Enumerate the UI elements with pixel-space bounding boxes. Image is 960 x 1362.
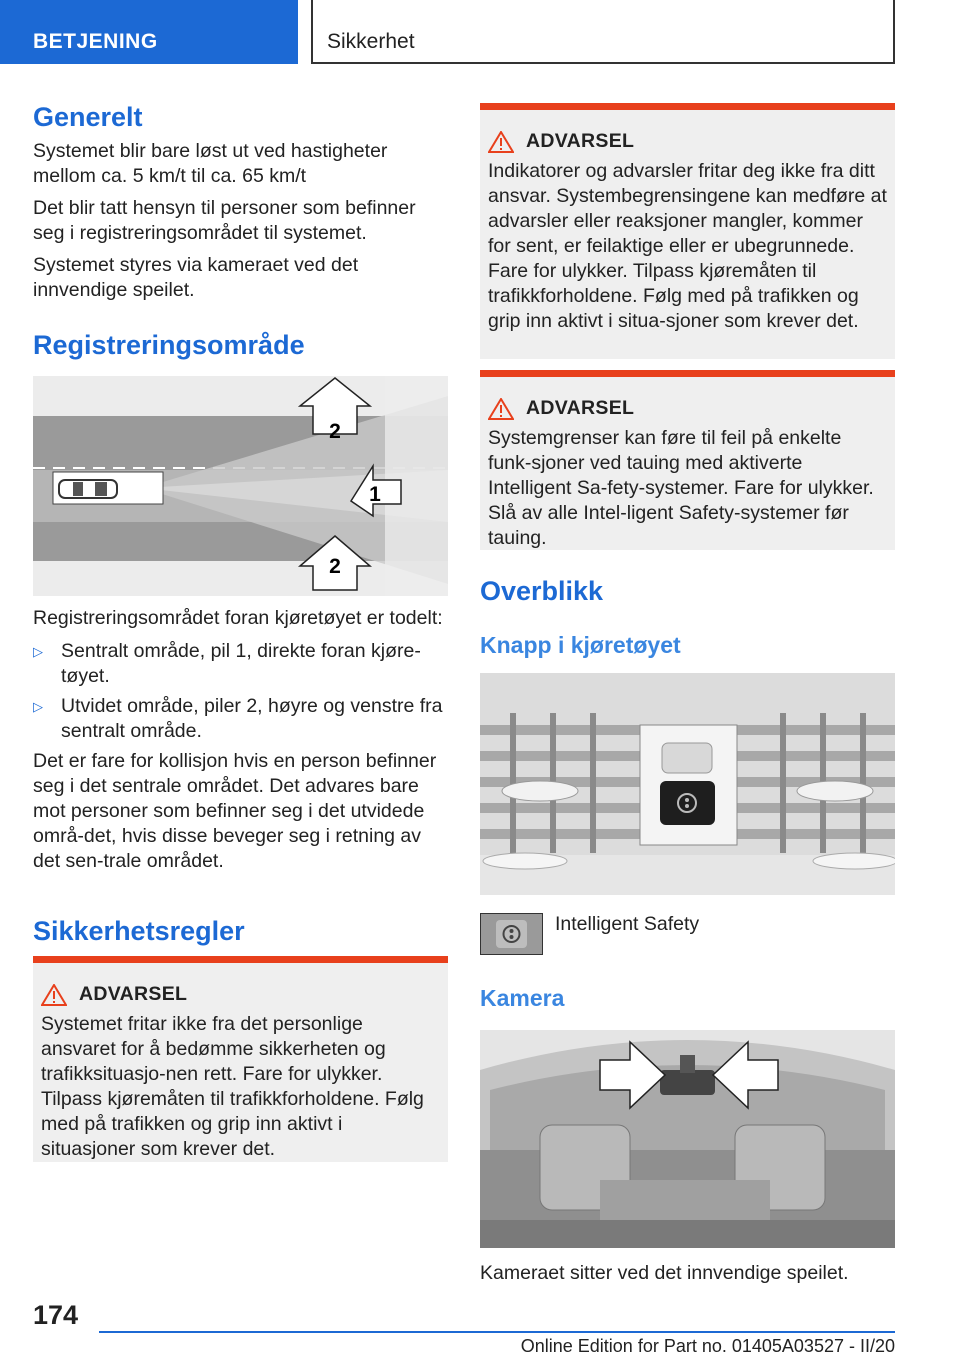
- warning-box-1: [480, 103, 895, 359]
- detection-heading-wrap: [33, 330, 449, 361]
- page-number: 174: [33, 1300, 79, 1330]
- camera-caption: Kameraet sitter ved det innvendige speilet.: [480, 1262, 849, 1284]
- bullet-triangle-icon: ▷: [33, 644, 43, 659]
- general-paragraph-3: Systemet styres via kameraet ved det innvendige speilet.: [33, 254, 359, 301]
- warning-triangle-icon: [488, 398, 514, 420]
- safety-warning-box: [33, 956, 448, 1162]
- camera-heading-wrap: [480, 985, 896, 1012]
- general-heading: Generelt: [33, 102, 143, 132]
- safety-warning-text: Systemet fritar ikke fra det personlige ansvaret for å bedømme sikkerheten og trafikksituasjo-nen rett. Fare for ulykker. Tilpass kjøremåten til trafikkforholdene. Følg med på trafikken og grip inn aktivt i situasjoner som krever det.: [41, 1013, 424, 1160]
- header-topic-label: Sikkerhet: [327, 30, 415, 53]
- general-paragraph-1: Systemet blir bare løst ut ved hastigheter mellom ca. 5 km/t til ca. 65 km/t: [33, 140, 388, 187]
- detection-intro: Registreringsområdet foran kjøretøyet er todelt:: [33, 607, 443, 629]
- intelligent-safety-label: Intelligent Safety: [555, 913, 700, 935]
- warning-triangle-icon: [41, 984, 67, 1006]
- warning-1-title: ADVARSEL: [526, 130, 635, 152]
- vehicle-button-photo: [480, 673, 895, 895]
- header-section-label: BETJENING: [33, 30, 158, 53]
- overview-heading-wrap: [480, 576, 896, 607]
- warning-2-title: ADVARSEL: [526, 397, 635, 419]
- header-section-tab: [0, 0, 298, 64]
- general-paragraph-2: Det blir tatt hensyn til personer som befinner seg i registreringsområdet til systemet.: [33, 197, 416, 244]
- arrow-label-2-bottom: 2: [329, 555, 341, 578]
- detection-heading: Registreringsområde: [33, 330, 305, 360]
- detection-paragraph: Det er fare for kollisjon hvis en person befinner seg i det sentrale området. Det advares bare mot personer som befinner seg i det utvidede områ-det, hvis disse beveger seg i retning av det sen-trale området.: [33, 750, 437, 872]
- arrow-label-1: 1: [369, 483, 381, 506]
- camera-caption-wrap: [480, 1261, 896, 1286]
- detection-text: [33, 606, 449, 874]
- car-icon: [53, 472, 163, 504]
- warning-triangle-icon: [488, 131, 514, 153]
- overview-heading: Overblikk: [480, 576, 604, 606]
- header-topic-box: [311, 0, 895, 64]
- camera-photo: [480, 1030, 895, 1248]
- arrow-label-2-top: 2: [329, 420, 341, 443]
- button-heading-wrap: [480, 632, 896, 659]
- safety-heading: Sikkerhetsregler: [33, 916, 245, 946]
- intelligent-safety-symbol: [480, 913, 543, 955]
- list-item: [33, 639, 449, 689]
- warning-box-2: [480, 370, 895, 550]
- button-heading: Knapp i kjøretøyet: [480, 632, 681, 658]
- list-item: [33, 694, 449, 744]
- safety-warning-title: ADVARSEL: [79, 983, 188, 1005]
- safety-heading-wrap: [33, 916, 449, 947]
- warning-1-text: Indikatorer og advarsler fritar deg ikke fra ditt ansvar. Systembegrensingene kan medføre at advarsler eller reaksjoner mangler, kommer for sent, er feilaktige eller er ubegrunnede. Fare for ulykker. Tilpass kjøremåten til trafikkforholdene. Følg med på trafikken og grip inn aktivt i situa-sjoner som krever det.: [488, 160, 887, 332]
- camera-heading: Kamera: [480, 985, 565, 1011]
- warning-2-text: Systemgrenser kan føre til feil på enkelte funk-sjoner ved tauing med aktiverte Intelligent Sa-fety-systemer. Fare for ulykker. Slå av alle Intel-ligent Safety-systemer før tauing.: [488, 427, 874, 549]
- detection-bullet-1: Sentralt område, pil 1, direkte foran kjøre-tøyet.: [61, 640, 421, 687]
- footer-edition: Online Edition for Part no. 01405A03527 - II/20: [520, 1336, 895, 1356]
- footer-rule: [99, 1331, 895, 1333]
- intelligent-safety-icon: [481, 914, 542, 954]
- detection-bullet-2: Utvidet område, piler 2, høyre og venstre fra sentralt område.: [61, 695, 443, 742]
- bullet-triangle-icon: ▷: [33, 699, 43, 714]
- detection-area-figure: [33, 376, 448, 596]
- general-section: [33, 102, 449, 303]
